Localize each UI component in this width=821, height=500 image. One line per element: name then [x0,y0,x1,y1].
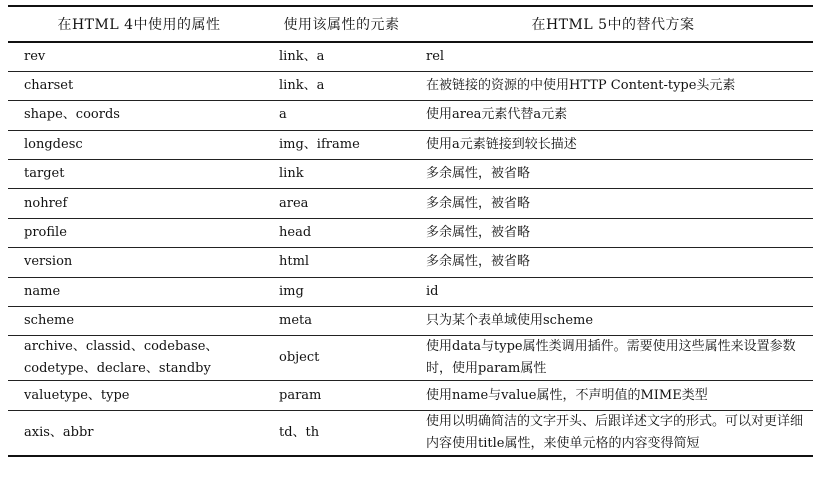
cell-alternative: 多余属性，被省略 [413,189,813,218]
cell-attribute: valuetype、type [8,381,270,410]
cell-element: param [270,381,413,410]
cell-element: meta [270,307,413,336]
cell-attribute: target [8,160,270,189]
cell-attribute: version [8,248,270,277]
attribute-replacement-table [8,5,813,457]
cell-alternative: 使用以明确简洁的文字开头、后跟详述文字的形式。可以对更详细内容使用title属性，来使单元格的内容变得简短 [413,410,813,456]
cell-attribute: charset [8,71,270,100]
table-row [8,307,813,336]
table-row [8,248,813,277]
cell-element: td、th [270,410,413,456]
cell-attribute: rev [8,42,270,71]
cell-alternative: 多余属性，被省略 [413,218,813,247]
cell-attribute: longdesc [8,130,270,159]
cell-alternative: id [413,277,813,306]
table-row [8,381,813,410]
cell-element: link、a [270,42,413,71]
cell-alternative: 使用a元素链接到较长描述 [413,130,813,159]
cell-element: link、a [270,71,413,100]
cell-element: a [270,101,413,130]
cell-element: object [270,336,413,381]
cell-alternative: 多余属性，被省略 [413,160,813,189]
cell-attribute: archive、classid、codebase、codetype、declare、standby [8,336,270,381]
table-header [8,6,813,42]
cell-attribute: axis、abbr [8,410,270,456]
cell-alternative: 使用name与value属性，不声明值的MIME类型 [413,381,813,410]
cell-element: html [270,248,413,277]
table-row [8,410,813,456]
table-row [8,218,813,247]
cell-element: head [270,218,413,247]
cell-alternative: rel [413,42,813,71]
cell-attribute: shape、coords [8,101,270,130]
cell-element: link [270,160,413,189]
table-row [8,336,813,381]
table-row [8,101,813,130]
cell-element: img [270,277,413,306]
cell-element: img、iframe [270,130,413,159]
header-html4-attribute: 在HTML 4中使用的属性 [57,17,221,33]
header-row [8,6,813,42]
table-row [8,71,813,100]
cell-alternative: 使用area元素代替a元素 [413,101,813,130]
cell-attribute: nohref [8,189,270,218]
table-row [8,189,813,218]
cell-alternative: 在被链接的资源的中使用HTTP Content-type头元素 [413,71,813,100]
table-row [8,130,813,159]
cell-attribute: profile [8,218,270,247]
table-body [8,42,813,456]
header-html5-alternative: 在HTML 5中的替代方案 [531,17,695,33]
cell-alternative: 使用data与type属性类调用插件。需要使用这些属性来设置参数时，使用param属性 [413,336,813,381]
cell-element: area [270,189,413,218]
cell-alternative: 只为某个表单域使用scheme [413,307,813,336]
cell-alternative: 多余属性，被省略 [413,248,813,277]
cell-attribute: name [8,277,270,306]
table-row [8,160,813,189]
table-row [8,277,813,306]
cell-attribute: scheme [8,307,270,336]
table-row [8,42,813,71]
header-element: 使用该属性的元素 [283,17,400,33]
